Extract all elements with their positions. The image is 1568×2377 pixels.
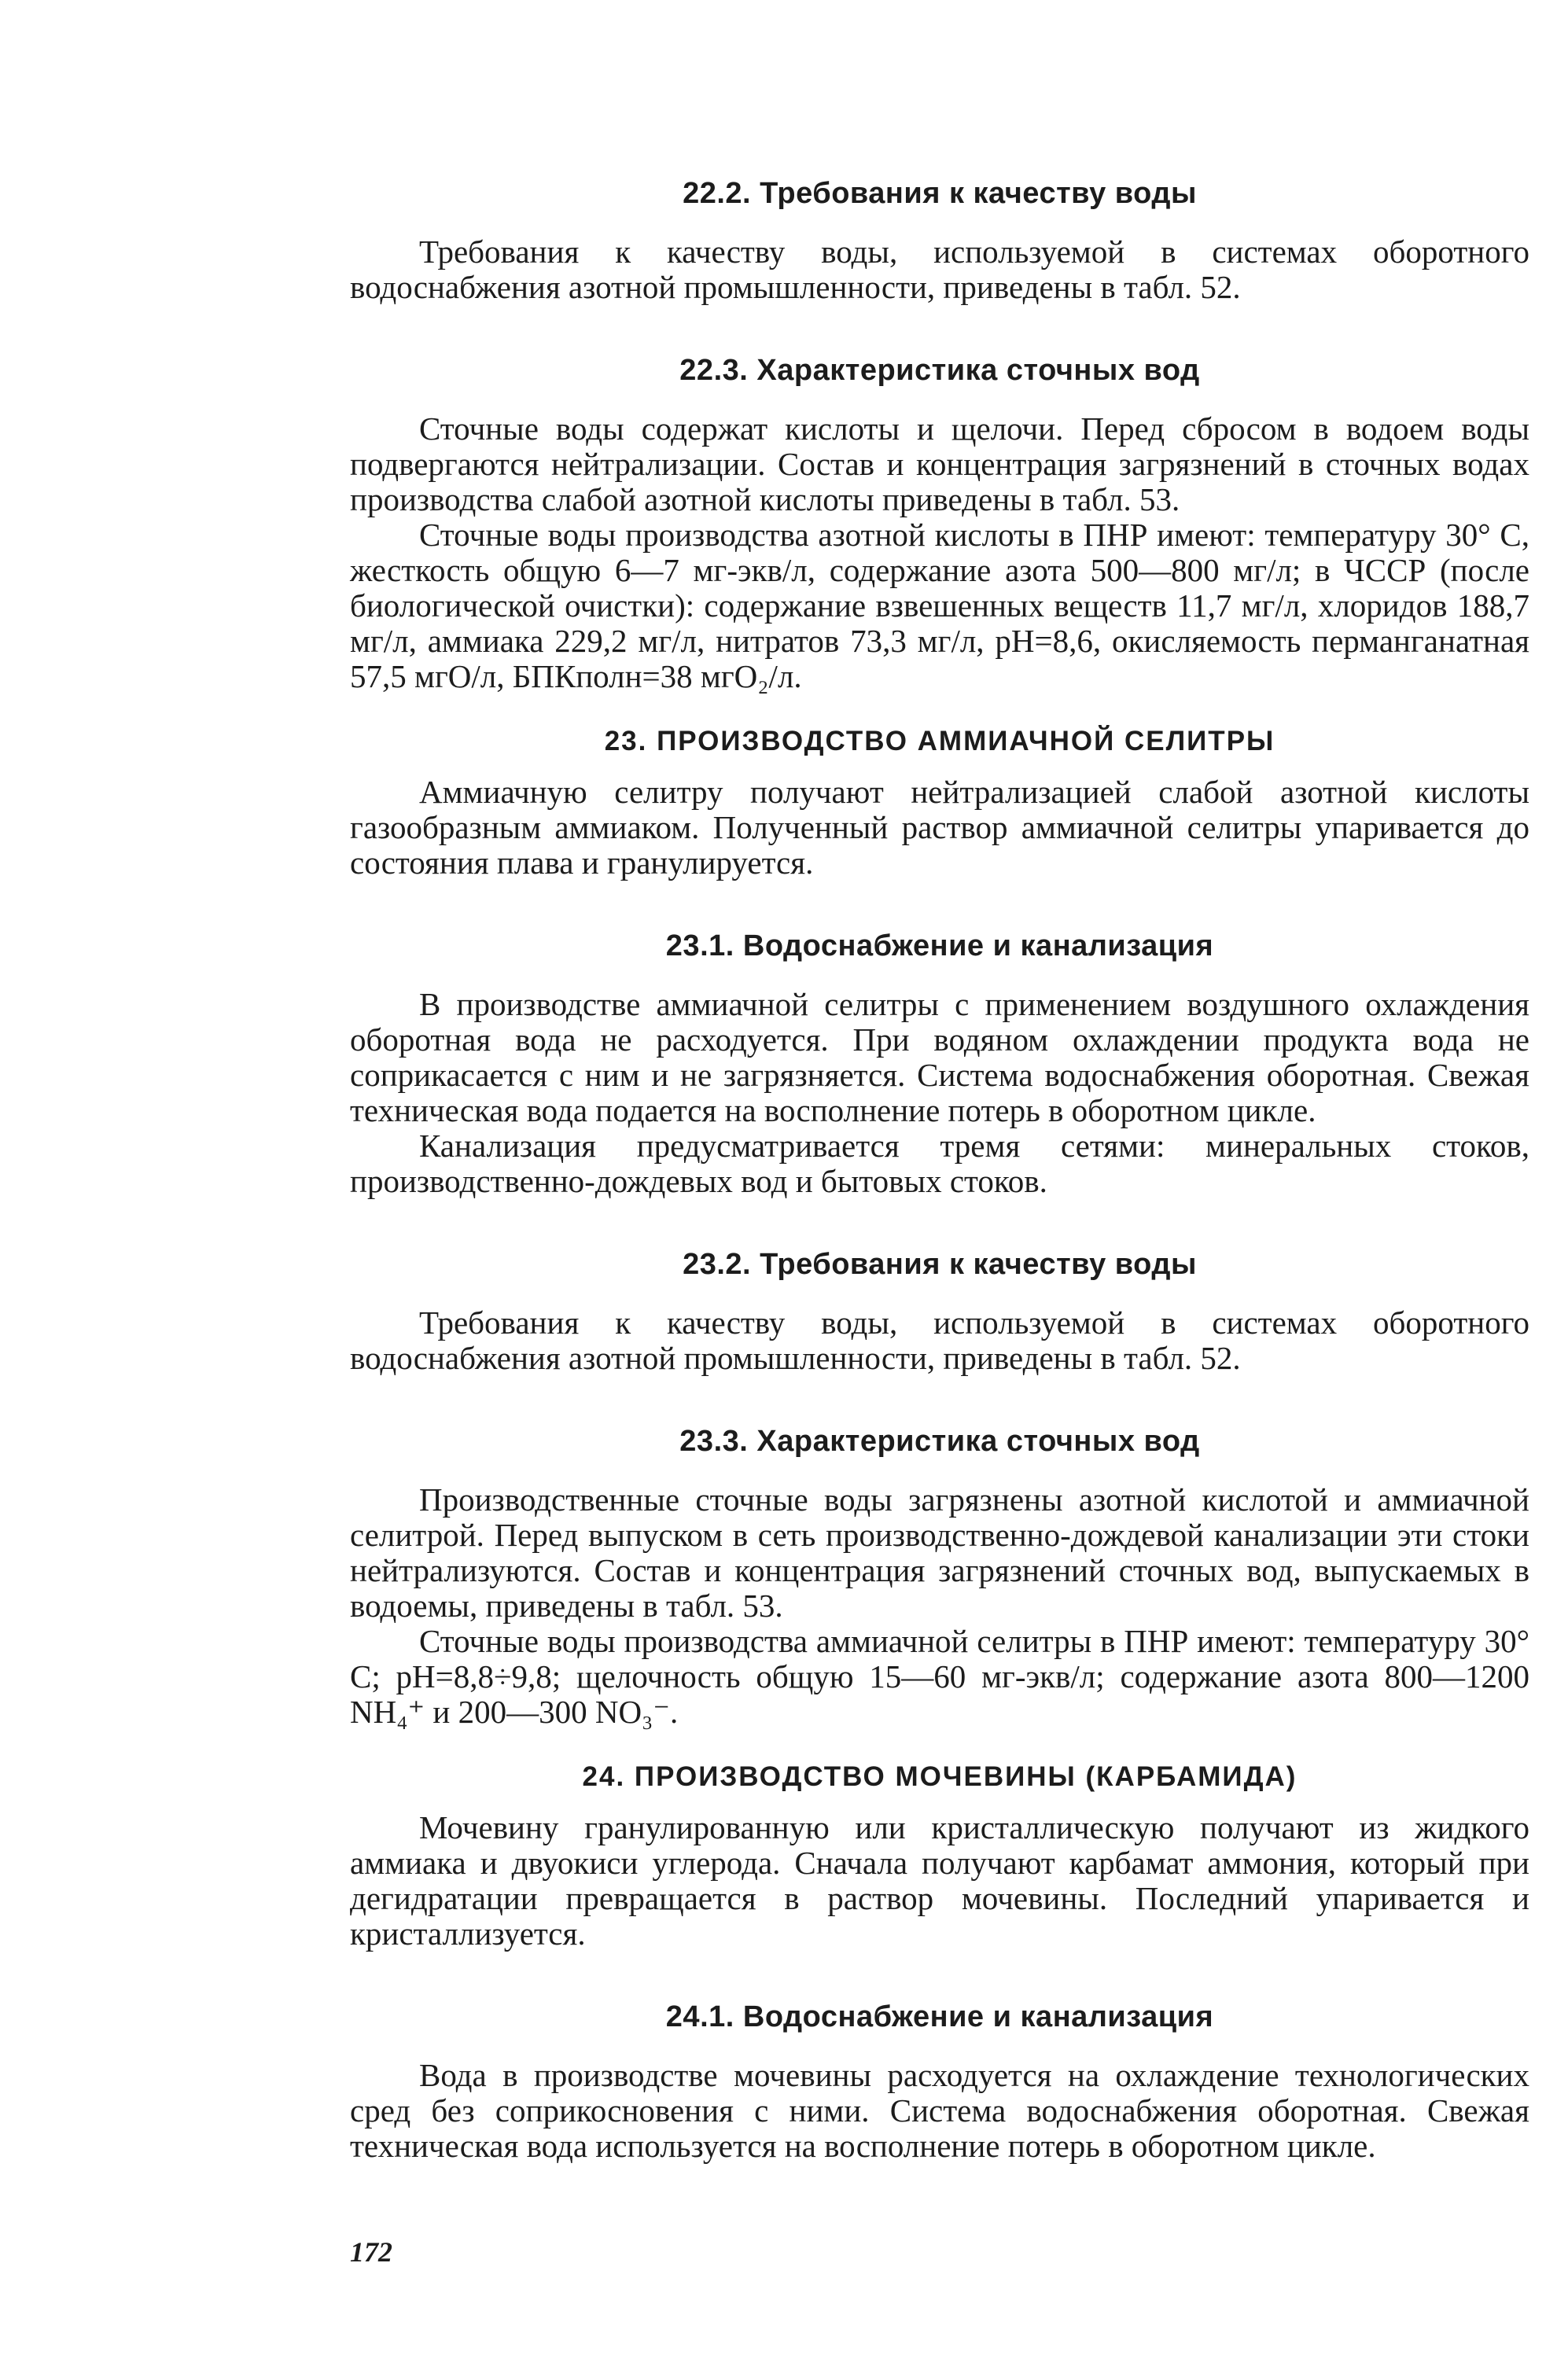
paragraph: Канализация предусматривается тремя сетями: минеральных стоков, производственно-дождевых вод и бытовых стоков.: [350, 1128, 1529, 1199]
paragraph: Сточные воды содержат кислоты и щелочи. Перед сбросом в водоем воды подвергаются нейтрализации. Состав и концентрация загрязнений в сточных водах производства слабой азотной кислоты приведены в табл. 53.: [350, 410, 1529, 517]
section-heading-22-3: 22.3. Характеристика сточных вод: [679, 354, 1200, 387]
paragraph: Вода в производстве мочевины расходуется на охлаждение технологических сред без соприкосновения с ними. Система водоснабжения оборотная. Свежая техническая вода используется на восполнение потерь в оборотном цикле.: [350, 2057, 1529, 2164]
section-heading-24-1: 24.1. Водоснабжение и канализация: [665, 2000, 1214, 2033]
paragraph: Производственные сточные воды загрязнены азотной кислотой и аммиачной селитрой. Перед выпуском в сеть производственно-дождевой канализации эти стоки нейтрализуются. Состав и концентрация загрязнений сточных вод, выпускаемых в водоемы, приведены в табл. 53.: [350, 1481, 1529, 1624]
paragraph: Сточные воды производства азотной кислоты в ПНР имеют: температуру 30° С, жесткость общую 6—7 мг-экв/л, содержание азота 500—800 мг/л; в ЧССР (после биологической очистки): содержание взвешенных веществ 11,7 мг/л, хлоридов 188,7 мг/л, аммиака 229,2 мг/л, нитратов 73,3 мг/л, pH=8,6, окисляемость перманганатная 57,5 мгО/л, БПКполн=38 мгО₂/л.: [350, 517, 1529, 694]
page-body: [350, 177, 1529, 2164]
page-number: 172: [350, 2236, 392, 2268]
paragraph: Аммиачную селитру получают нейтрализацией слабой азотной кислоты газообразным аммиаком. Полученный раствор аммиачной селитры упаривается до состояния плава и гранулируется.: [350, 774, 1529, 881]
paragraph: Мочевину гранулированную или кристаллическую получают из жидкого аммиака и двуокиси углерода. Сначала получают карбамат аммония, который при дегидратации превращается в раствор мочевины. Последний упаривается и кристаллизуется.: [350, 1809, 1529, 1952]
section-heading-23-2: 23.2. Требования к качеству воды: [683, 1248, 1197, 1281]
chapter-heading-23: 23. ПРОИЗВОДСТВО АММИАЧНОЙ СЕЛИТРЫ: [604, 726, 1275, 756]
paragraph: В производстве аммиачной селитры с применением воздушного охлаждения оборотная вода не расходуется. При водяном охлаждении продукта вода не соприкасается с ним и не загрязняется. Система водоснабжения оборотная. Свежая техническая вода подается на восполнение потерь в оборотном цикле.: [350, 986, 1529, 1128]
section-heading-23-1: 23.1. Водоснабжение и канализация: [665, 929, 1214, 962]
paragraph: Требования к качеству воды, используемой в системах оборотного водоснабжения азотной промышленности, приведены в табл. 52.: [350, 1304, 1529, 1376]
section-heading-23-3: 23.3. Характеристика сточных вод: [679, 1425, 1200, 1458]
chapter-heading-24: 24. ПРОИЗВОДСТВО МОЧЕВИНЫ (КАРБАМИДА): [582, 1761, 1297, 1792]
section-heading-22-2: 22.2. Требования к качеству воды: [683, 177, 1197, 210]
paragraph: Сточные воды производства аммиачной селитры в ПНР имеют: температуру 30° С; pH=8,8÷9,8; щелочность общую 15—60 мг-экв/л; содержание азота 800—1200 NH₄⁺ и 200—300 NO₃⁻.: [350, 1623, 1529, 1730]
paragraph: Требования к качеству воды, используемой в системах оборотного водоснабжения азотной промышленности, приведены в табл. 52.: [350, 234, 1529, 305]
